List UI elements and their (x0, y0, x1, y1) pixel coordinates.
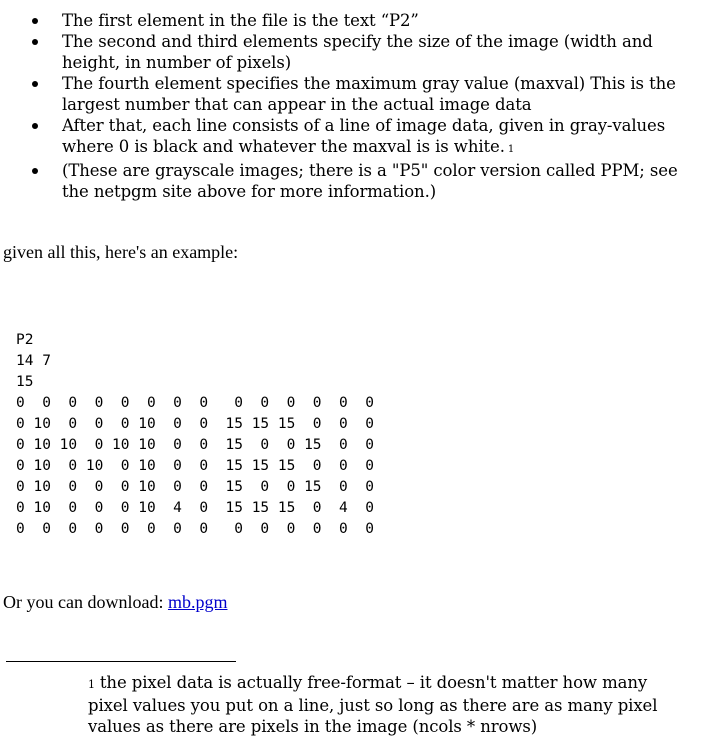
download-link[interactable]: mb.pgm (167, 592, 228, 612)
bullet-item-4: After that, each line consists of a line of image data, given in gray-values where 0 is black and whatever the maxval is is white. 1 (0, 115, 709, 160)
pgm-data-row: 0 10 0 10 0 10 0 0 15 15 15 0 0 0 (16, 458, 374, 474)
bullet-item-1: The first element in the file is the text “P2” (0, 10, 709, 31)
pgm-data-row: 0 10 0 0 0 10 4 0 15 15 15 0 4 0 (16, 500, 374, 516)
footnote-divider (6, 661, 236, 662)
footnote-reference[interactable]: 1 (507, 144, 515, 155)
pgm-maxval-line: 15 (16, 374, 34, 390)
pgm-data-row: 0 10 0 0 0 10 0 0 15 0 0 15 0 0 (16, 479, 374, 495)
pgm-data-row: 0 0 0 0 0 0 0 0 0 0 0 0 0 0 (16, 395, 374, 411)
pgm-example-block (16, 330, 374, 540)
pgm-magic-line: P2 (16, 332, 34, 348)
example-intro: given all this, here's an example: (3, 242, 239, 262)
pgm-data-row: 0 0 0 0 0 0 0 0 0 0 0 0 0 0 (16, 521, 374, 537)
bullet-item-3: The fourth element specifies the maximum gray value (maxval) This is the largest number that can appear in the actual image data (0, 73, 709, 115)
footnote (88, 672, 688, 737)
bullet-item-5: (These are grayscale images; there is a "P5" color version called PPM; see the netpgm site above for more information.) (0, 160, 709, 202)
download-label: Or you can download: (3, 592, 168, 612)
download-line (3, 592, 227, 613)
footnote-number: 1 (88, 678, 95, 691)
pgm-size-line: 14 7 (16, 353, 51, 369)
bullet-item-2: The second and third elements specify the size of the image (width and height, in number of pixels) (0, 31, 709, 73)
bullet-list (0, 10, 709, 202)
footnote-text: the pixel data is actually free-format – it doesn't matter how many pixel values you put on a line, just so long as there are as many pixel values as there are pixels in the image (ncols * nrows) (88, 673, 658, 736)
pgm-data-row: 0 10 0 0 0 10 0 0 15 15 15 0 0 0 (16, 416, 374, 432)
pgm-data-row: 0 10 10 0 10 10 0 0 15 0 0 15 0 0 (16, 437, 374, 453)
